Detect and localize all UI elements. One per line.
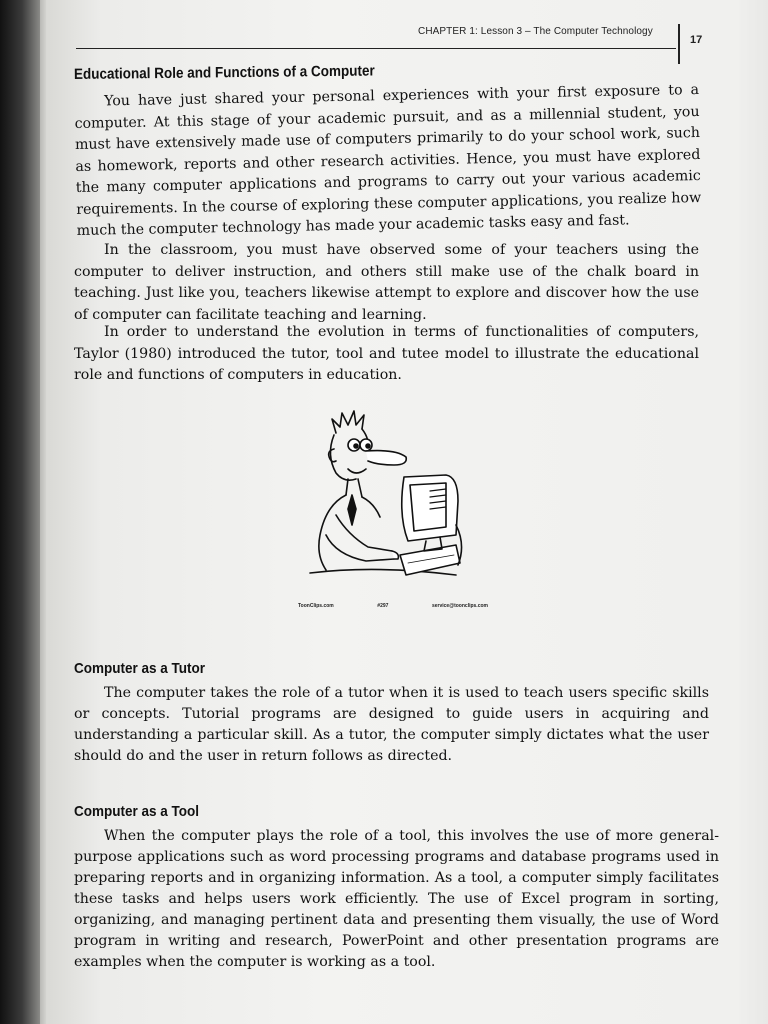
paragraph-tool: When the computer plays the role of a tool, this involves the use of more general-purpose applications such as word processing programs and database programs used in preparing reports and in organizing information. As a tool, a computer simply facilitates these tasks and helps users work efficiently. The use of Excel program in sorting, organizing, and managing pertinent data and presenting them visually, the use of Word program in writing and research, PowerPoint and other presentation programs are examples when the computer is working as a tool. — [74, 828, 719, 970]
book-spine-shadow — [0, 0, 40, 1024]
credit-email: service@toonclips.com — [431, 603, 488, 609]
section-heading-tutor: Computer as a Tutor — [74, 660, 206, 677]
paragraph-classroom: In the classroom, you must have observed some of your teachers using the computer to deliver instruction, and others still make use of the chalk board in teaching. Just like you, teachers likewise attempt to explore and discover how the use of computer can facilitate teaching and learning. — [74, 242, 699, 323]
section-heading-tool: Computer as a Tool — [74, 803, 200, 820]
page-number: 17 — [690, 34, 703, 46]
credit-number: #297 — [377, 603, 389, 609]
header-divider — [678, 24, 680, 64]
header-rule — [76, 48, 676, 49]
paragraph-tutor: The computer takes the role of a tutor when it is used to teach users specific skills or concepts. Tutorial programs are designed to guide users in acquiring and understanding a particular skill. As a tutor, the computer simply dictates what the user should do and the user in return follows as directed. — [74, 685, 709, 764]
chapter-label: CHAPTER 1: Lesson 3 – The Computer Technology — [418, 26, 653, 37]
illustration-credits — [298, 603, 488, 609]
paragraph-intro: You have just shared your personal experiences with your first exposure to a computer. At this stage of your academic pursuit, and as a millennial student, you must have extensively made use of computers primarily to do your school work, such as homework, reports and other research activities. Hence, you must have explored the many computer applications and programs to carry out your various academic requirements. In the course of exploring these computer applications, you realize how much the computer technology has made your academic tasks easy and fast. — [74, 82, 702, 239]
page-margin-right — [736, 0, 768, 1024]
paragraph-taylor-model: In order to understand the evolution in terms of functionalities of computers, Taylor (1980) introduced the tutor, tool and tutee model to illustrate the educational role and functions of computers in education. — [74, 324, 699, 383]
book-page — [46, 0, 736, 1024]
cartoon-man-at-computer-illustration — [296, 405, 466, 590]
credit-site: ToonClips.com — [298, 603, 334, 609]
section-heading-educational-role: Educational Role and Functions of a Computer — [73, 62, 375, 83]
